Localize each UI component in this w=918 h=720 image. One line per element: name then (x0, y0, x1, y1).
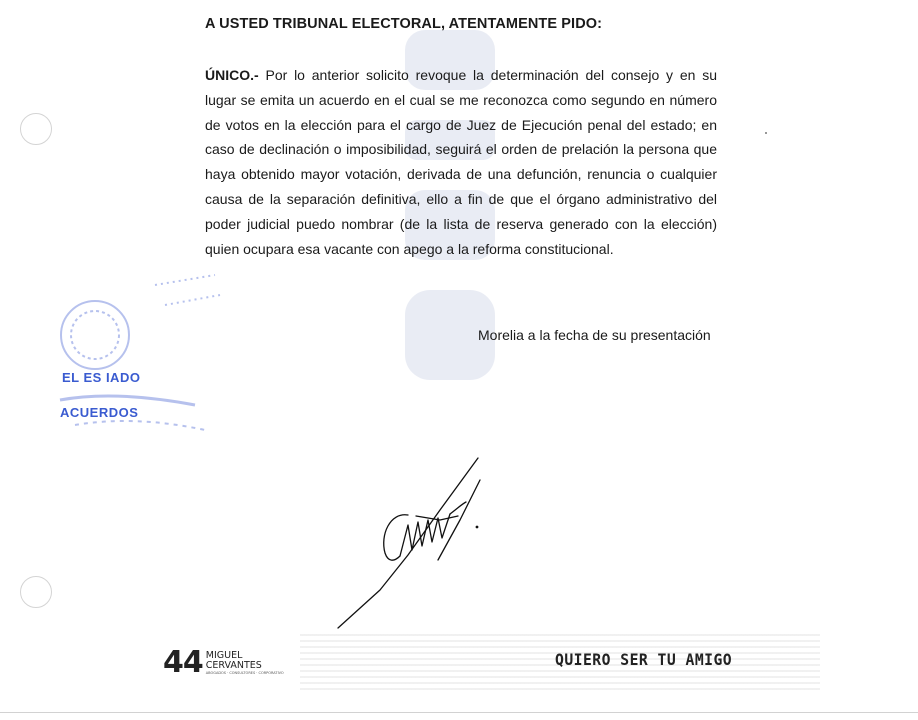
logo-number: 44 (163, 645, 203, 680)
document-heading: A USTED TRIBUNAL ELECTORAL, ATENTAMENTE PIDO: (205, 16, 603, 32)
speck (765, 132, 767, 134)
stamp-text-line-2: ACUERDOS (60, 405, 139, 420)
closing-line: Morelia a la fecha de su presentación (478, 327, 711, 343)
footer-slogan: QUIERO SER TU AMIGO (555, 650, 733, 669)
logo-text (206, 651, 284, 676)
logo-name-2: CERVANTES (205, 659, 262, 671)
signature (320, 450, 510, 635)
punch-hole (20, 576, 52, 608)
logo-tagline: ABOGADOS · CONSULTORES · CORPORATIVO (205, 670, 284, 675)
body-paragraph (205, 63, 717, 261)
paragraph-body: Por lo anterior solicito revoque la determinación del consejo y en su lugar se emita un acuerdo en el cual se me reconozca como segundo en número de votos en la elección para el cargo de Juez de Ejecución penal del estado; en caso de declinación o imposibilidad, seguirá el orden de prelación la persona que haya obtenido mayor votación, derivada de una defunción, renuncia o cualquier causa de la separación definitiva, ello a fin de que el órgano administrativo del poder judicial puedo nombrar (de la lista de reserva generado con la elección) quien ocupara esa vacante con apego a la reforma constitucional. (205, 67, 717, 257)
stamp-text-line-1: EL ES IADO (62, 370, 141, 385)
footer-logo (163, 646, 284, 680)
paragraph-lead: ÚNICO.- (205, 67, 259, 83)
punch-hole (20, 113, 52, 145)
logo-name-1: MIGUEL (205, 649, 243, 661)
page-bottom-edge (0, 712, 918, 713)
stamp-seal (55, 265, 225, 455)
